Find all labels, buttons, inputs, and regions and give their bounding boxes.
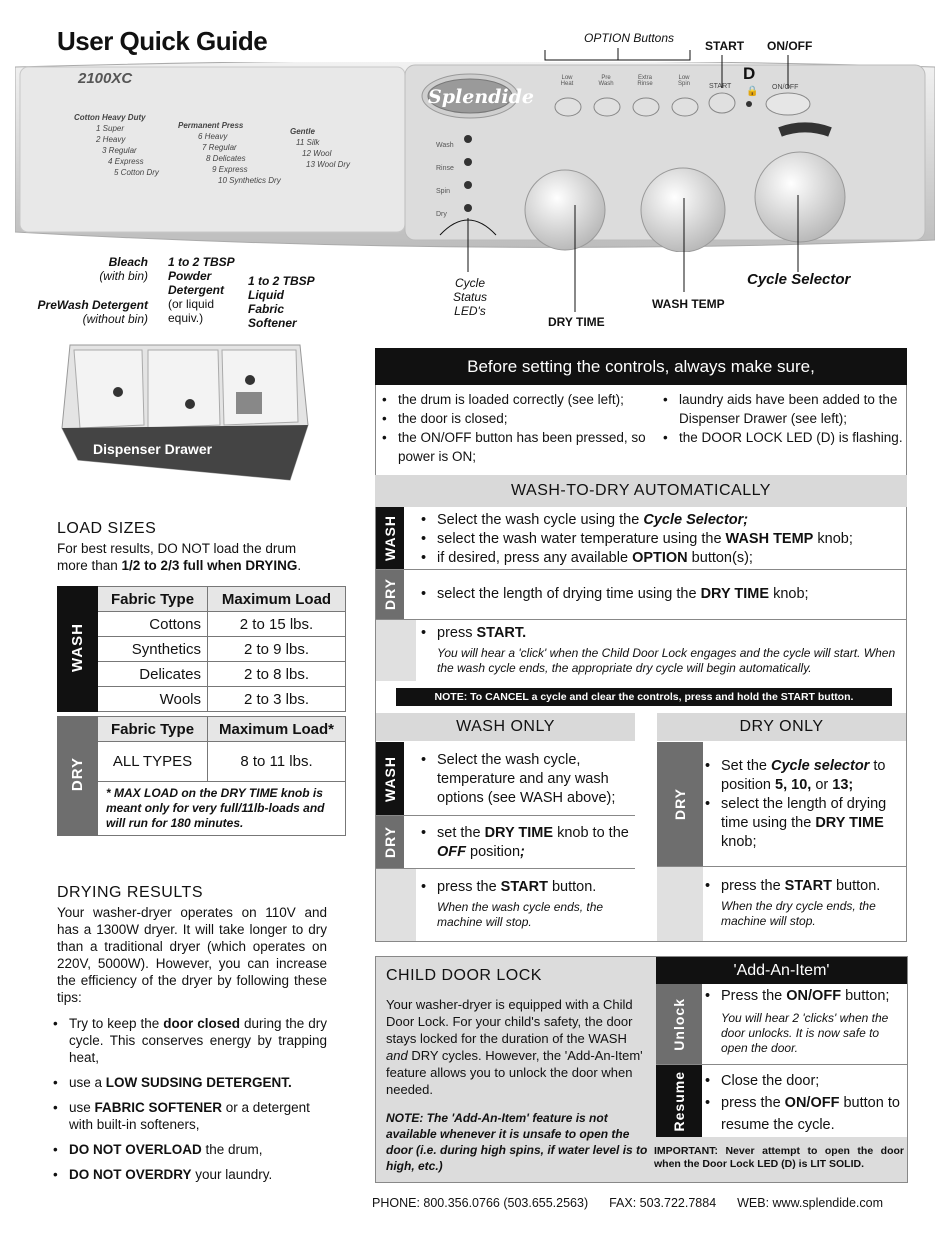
resume-steps (705, 1070, 905, 1136)
wtd-wash-steps (421, 511, 906, 568)
dispenser-drawer-label: Dispenser Drawer (93, 441, 213, 457)
list-item: • the drum is loaded correctly (see left); (382, 390, 647, 409)
divider (376, 569, 906, 570)
list-item: • DO NOT OVERLOAD the drum, (53, 1141, 327, 1158)
do-dry-side: DRY (657, 742, 703, 866)
list-item: • set the DRY TIME knob to the OFF position; (421, 824, 635, 862)
panel-group-cotton: Cotton Heavy Duty 1 Super 2 Heavy 3 Regular 4 Express 5 Cotton Dry (74, 113, 159, 177)
before-left-list (382, 390, 647, 466)
wtd-start-strip (376, 620, 416, 681)
panel-group-gentle: Gentle 11 Silk 12 Wool 13 Wool Dry (290, 127, 351, 169)
dry-time-label: DRY TIME (548, 315, 605, 329)
list-item: • use FABRIC SOFTENER or a detergent with built-in softeners, (53, 1099, 327, 1133)
wo-wash-side: WASH (376, 742, 404, 815)
start-label: START (705, 39, 745, 53)
list-item: • laundry aids have been added to the Dispenser Drawer (see left); (663, 390, 903, 428)
unlock-side: Unlock (656, 984, 702, 1064)
dry-side-label: DRY (58, 717, 98, 836)
powder-callout: 1 to 2 TBSP Powder Detergent (or liquid equiv.) (168, 255, 235, 325)
wash-to-dry-heading: WASH-TO-DRY AUTOMATICALLY (375, 475, 907, 507)
list-item: • press START. (421, 624, 906, 643)
lock-icon: 🔒 (746, 86, 759, 97)
cancel-note: NOTE: To CANCEL a cycle and clear the controls, press and hold the START button. (396, 688, 892, 706)
wash-side-label: WASH (58, 587, 98, 712)
list-item: • the door is closed; (382, 409, 647, 428)
table-row: Delicates 2 to 8 lbs. (58, 662, 346, 687)
wo-start-strip (376, 869, 416, 941)
model-logo: 2100XC (78, 70, 133, 87)
list-item: • Select the wash cycle, temperature and any wash options (see WASH above); (421, 751, 635, 808)
divider (376, 815, 635, 816)
option-buttons-label: OPTION Buttons (584, 31, 675, 45)
col-maximum-load: Maximum Load (208, 587, 346, 612)
bleach-callout: Bleach (with bin) (99, 255, 148, 283)
do-start-strip (657, 867, 703, 941)
footer-fax: FAX: 503.722.7884 (609, 1196, 717, 1210)
wtd-wash-side: WASH (376, 507, 404, 569)
col-fabric-type: Fabric Type (98, 587, 208, 612)
wo-start-step (421, 878, 635, 897)
unlock-steps (705, 987, 905, 1006)
child-lock-heading: CHILD DOOR LOCK (386, 967, 542, 984)
list-item: • Press the ON/OFF button; (705, 987, 905, 1006)
drying-tips-list (53, 1015, 327, 1183)
dry-only-heading: DRY ONLY (657, 713, 906, 741)
wtd-start-note: You will hear a 'click' when the Child Door Lock engages and the cycle will start. When the wash cycle ends, the appropriate dry cycle will begin automatically. (437, 646, 896, 675)
wtd-dry-steps (421, 585, 906, 604)
footer-phone: PHONE: 800.356.0766 (503.655.2563) (372, 1196, 589, 1210)
wash-only-heading: WASH ONLY (376, 713, 635, 741)
wo-dry-steps (421, 824, 635, 862)
cycle-selector-label: Cycle Selector (747, 271, 851, 288)
table-row: Wools 2 to 3 lbs. (58, 687, 346, 712)
add-an-item-heading: 'Add-An-Item' (656, 957, 907, 984)
list-item: • if desired, press any available OPTION button(s); (421, 549, 906, 568)
table-row: ALL TYPES 8 to 11 lbs. (58, 742, 346, 782)
option-button-names: Low Heat Pre Wash Extra Rinse Low Spin (560, 75, 690, 87)
list-item: • Close the door; (705, 1070, 905, 1092)
onoff-label: ON/OFF (767, 39, 813, 53)
prewash-callout: PreWash Detergent (without bin) (37, 298, 148, 326)
list-item: • the ON/OFF button has been pressed, so power is ON; (382, 428, 647, 466)
drying-results-heading: DRYING RESULTS (57, 884, 203, 901)
list-item: • press the ON/OFF button to resume the cycle. (705, 1092, 905, 1136)
wtd-start-step (421, 624, 906, 643)
list-item: • select the length of drying time using the DRY TIME knob; (705, 795, 905, 852)
wo-wash-steps (421, 751, 635, 808)
list-item: • Set the Cycle selector to position 5, 10, or 13; (705, 757, 905, 795)
important-note: IMPORTANT: Never attempt to open the door when the Door Lock LED (D) is LIT SOLID. (654, 1145, 904, 1170)
dry-col-maximum-load: Maximum Load* (208, 717, 346, 742)
brand-logo: Splendide (428, 86, 535, 108)
unlock-note: You will hear 2 'clicks' when the door unlocks. It is now safe to open the door. (721, 1011, 889, 1055)
child-lock-note: NOTE: The 'Add-An-Item' feature is not available whenever it is unsafe to open the door (i.e. during high spins, if water level is to high, etc.) (386, 1111, 648, 1173)
led-labels: Wash Rinse Spin Dry (436, 142, 454, 218)
list-item: • Select the wash cycle using the Cycle Selector; (421, 511, 906, 530)
load-sizes-text: For best results, DO NOT load the drum more than 1/2 to 2/3 full when DRYING. (57, 541, 302, 573)
do-start-note: When the dry cycle ends, the machine will stop. (721, 899, 876, 928)
page-title: User Quick Guide (57, 26, 268, 56)
softener-callout: 1 to 2 TBSP Liquid Fabric Softener (248, 274, 315, 330)
door-lock-d-label: D (743, 64, 756, 83)
wash-load-table (57, 586, 346, 712)
onoff-button-face: ON/OFF (772, 84, 799, 91)
list-item: • the DOOR LOCK LED (D) is flashing. (663, 428, 903, 447)
list-item: • select the length of drying time using the DRY TIME knob; (421, 585, 906, 604)
footer-web[interactable]: WEB: www.splendide.com (737, 1196, 883, 1210)
list-item: • DO NOT OVERDRY your laundry. (53, 1166, 327, 1183)
wash-temp-label: WASH TEMP (652, 297, 725, 311)
do-dry-steps (705, 757, 905, 852)
list-item: • Try to keep the door closed during the dry cycle. This conserves energy by trapping heat, (53, 1015, 327, 1066)
do-start-step (705, 877, 905, 896)
child-lock-text: Your washer-dryer is equipped with a Child Door Lock. For your child's safety, the door stays locked for the duration of the WASH and DRY cycles. However, the 'Add-An-Item' feature allows you to unlock the door when needed. (386, 997, 643, 1097)
dispenser-drawer-illustration (60, 340, 310, 485)
before-heading: Before setting the controls, always make sure, (375, 348, 907, 385)
dry-load-table (57, 716, 346, 836)
list-item: • press the START button. (705, 877, 905, 896)
wo-start-note: When the wash cycle ends, the machine will stop. (437, 900, 604, 929)
wo-dry-side: DRY (376, 816, 404, 868)
dry-col-fabric-type: Fabric Type (98, 717, 208, 742)
load-sizes-heading: LOAD SIZES (57, 520, 157, 537)
resume-side: Resume (656, 1065, 702, 1137)
dry-max-load-note: * MAX LOAD on the DRY TIME knob is meant only for very full/11lb-loads and will run for 180 minutes. (98, 782, 346, 836)
table-row: Cottons 2 to 15 lbs. (58, 612, 346, 637)
wtd-dry-side: DRY (376, 570, 404, 619)
footer (372, 1196, 883, 1210)
start-button-face: START (709, 83, 732, 90)
divider (376, 619, 906, 620)
cycle-status-leds-label: Cycle Status LED's (452, 276, 488, 318)
before-right-list (663, 390, 903, 447)
table-row: Synthetics 2 to 9 lbs. (58, 637, 346, 662)
panel-group-permanent-press: Permanent Press 6 Heavy 7 Regular 8 Delicates 9 Express 10 Synthetics Dry (178, 121, 281, 185)
list-item: • use a LOW SUDSING DETERGENT. (53, 1074, 327, 1091)
list-item: • select the wash water temperature using the WASH TEMP knob; (421, 530, 906, 549)
list-item: • press the START button. (421, 878, 635, 897)
drying-results-text: Your washer-dryer operates on 110V and has a 1300W dryer. It will take longer to dry than a traditional dryer (which operates on 220V, 5000W). However, you can increase the efficiency of the dryer by following these tips: (57, 905, 327, 1005)
